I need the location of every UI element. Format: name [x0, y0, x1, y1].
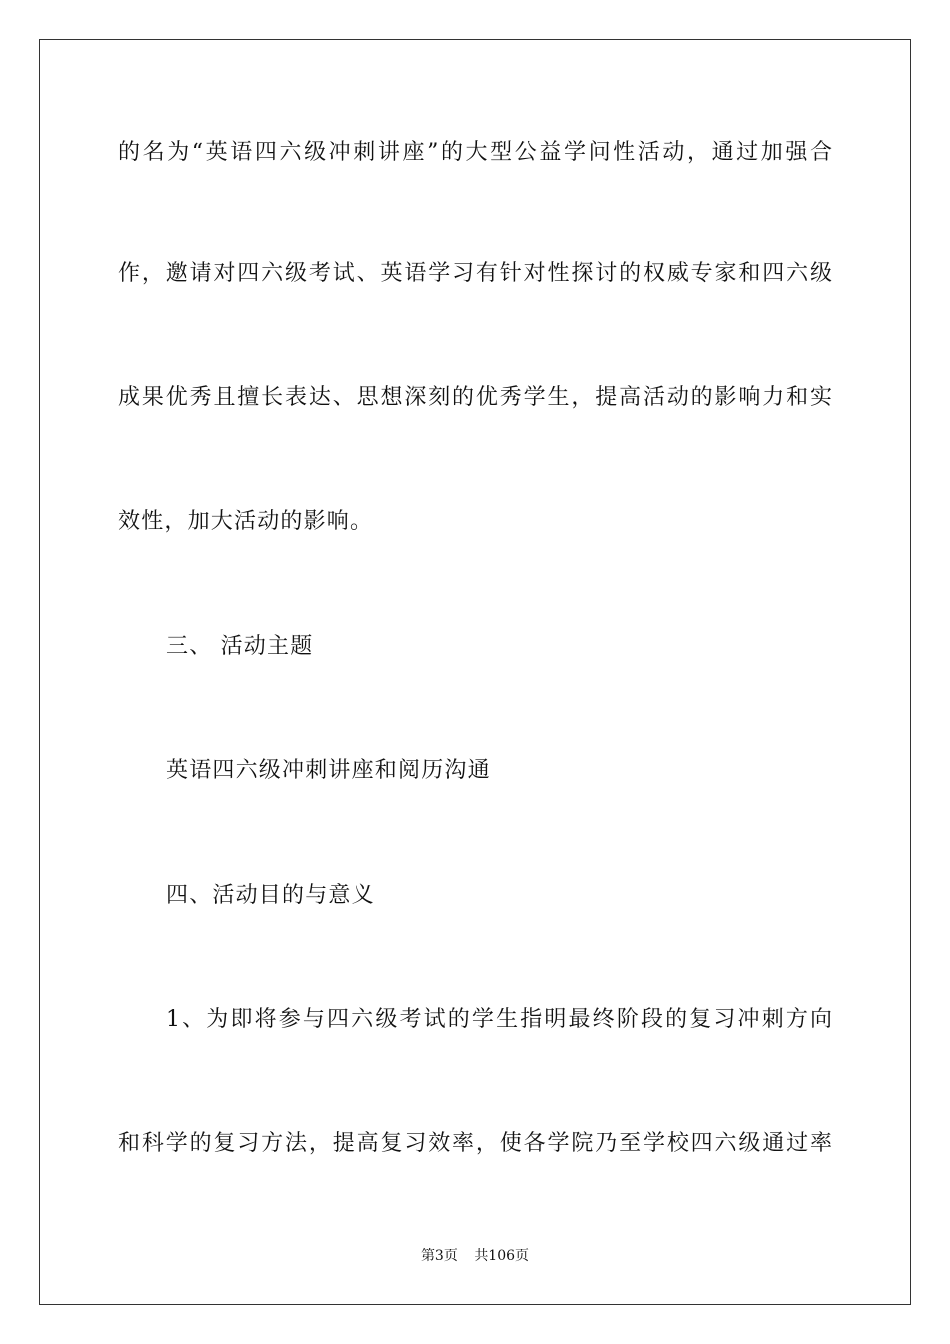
- page-border: [39, 39, 911, 1305]
- item-1-line-2: 和科学的复习方法，提高复习效率，使各学院乃至学校四六级通过率: [118, 1131, 832, 1156]
- item-1-line-1: 1、为即将参与四六级考试的学生指明最终阶段的复习冲刺方向: [166, 1007, 832, 1032]
- paragraph-line-4: 效性，加大活动的影响。: [118, 509, 374, 534]
- section-4-heading: 四、活动目的与意义: [166, 883, 375, 908]
- section-3-heading: 三、 活动主题: [166, 634, 314, 659]
- section-3-body: 英语四六级冲刺讲座和阅历沟通: [166, 758, 491, 783]
- paragraph-line-3: 成果优秀且擅长表达、思想深刻的优秀学生，提高活动的影响力和实: [118, 385, 832, 410]
- page-number-total: 共106页: [474, 1248, 530, 1264]
- page-number-current: 第3页: [420, 1248, 458, 1264]
- page-footer: [0, 1247, 950, 1265]
- paragraph-line-2: 作，邀请对四六级考试、英语学习有针对性探讨的权威专家和四六级: [118, 261, 832, 286]
- paragraph-line-1: 的名为“英语四六级冲刺讲座”的大型公益学问性活动，通过加强合: [118, 140, 832, 165]
